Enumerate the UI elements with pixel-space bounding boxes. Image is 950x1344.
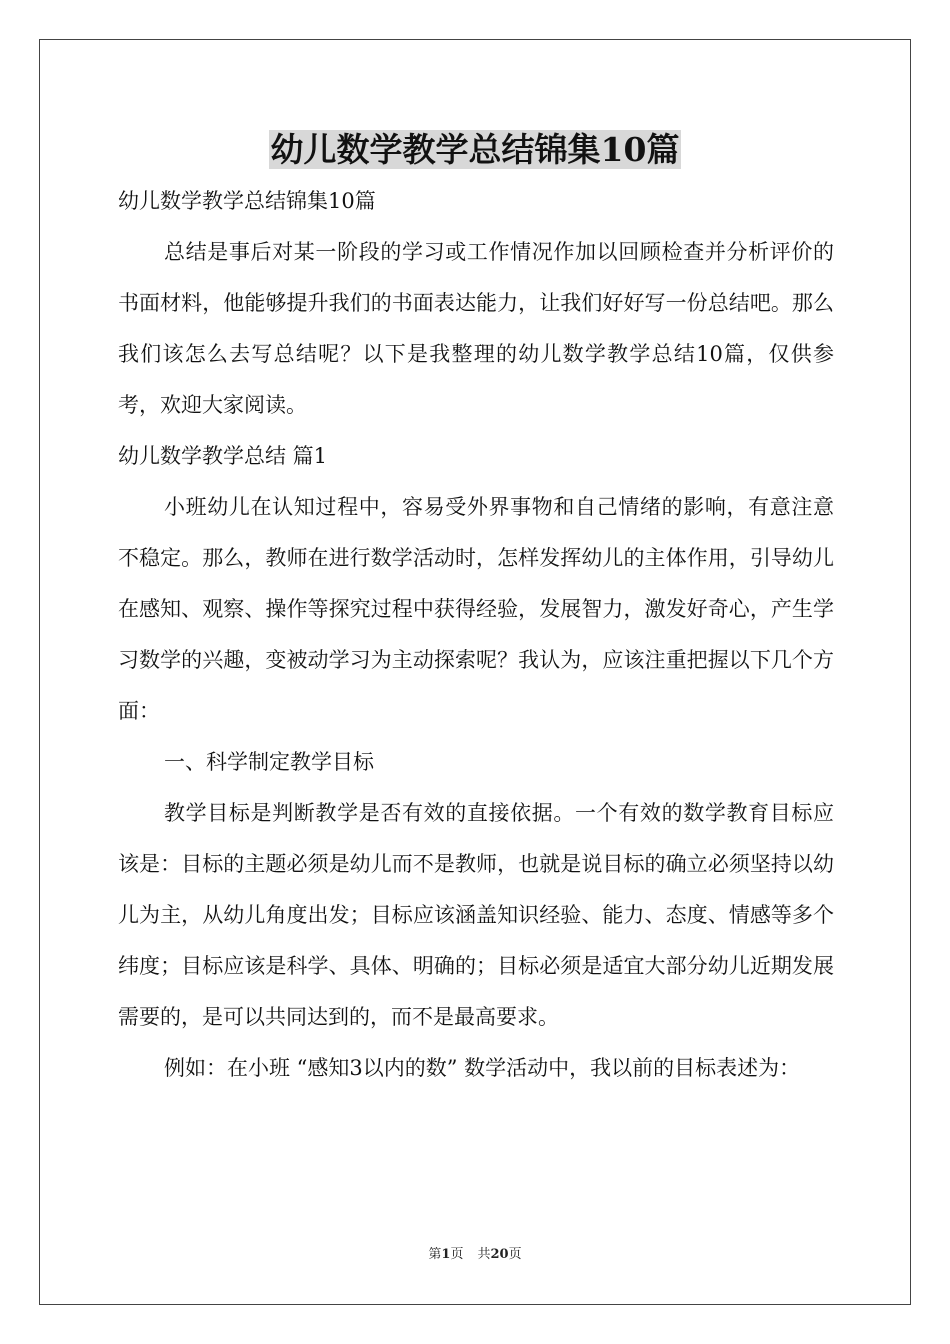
body-paragraph-3: 例如：在小班 “感知3以内的数” 数学活动中，我以前的目标表述为： — [164, 1056, 801, 1080]
page-footer — [0, 1243, 950, 1262]
total-prefix: 共 — [477, 1247, 491, 1262]
intro-paragraph: 总结是事后对某一阶段的学习或工作情况作加以回顾检查并分析评价的书面材料，他能够提升我们的书面表达能力，让我们好好写一份总结吧。那么我们该怎么去写总结呢？以下是我整理的幼儿数学教学总结10篇，仅供参考，欢迎大家阅读。 — [118, 240, 834, 417]
subheading-1: 一、科学制定教学目标 — [164, 750, 374, 774]
page-number: 1 — [441, 1247, 451, 1262]
page-suffix: 页 — [450, 1247, 464, 1262]
section-heading: 幼儿数学教学总结 篇1 — [118, 444, 328, 468]
document-title: 幼儿数学教学总结锦集10篇 — [270, 130, 680, 169]
document-subtitle: 幼儿数学教学总结锦集10篇 — [118, 189, 376, 213]
total-pages: 20 — [490, 1247, 509, 1262]
total-suffix: 页 — [508, 1247, 522, 1262]
document-body — [118, 176, 834, 1094]
body-paragraph-2: 教学目标是判断教学是否有效的直接依据。一个有效的数学教育目标应该是：目标的主题必须是幼儿而不是教师，也就是说目标的确立必须坚持以幼儿为主，从幼儿角度出发；目标应该涵盖知识经验、能力、态度、情感等多个纬度；目标应该是科学、具体、明确的；目标必须是适宜大部分幼儿近期发展需要的，是可以共同达到的，而不是最高要求。 — [118, 801, 834, 1029]
body-paragraph-1: 小班幼儿在认知过程中，容易受外界事物和自己情绪的影响，有意注意不稳定。那么，教师在进行数学活动时，怎样发挥幼儿的主体作用，引导幼儿在感知、观察、操作等探究过程中获得经验，发展智力，激发好奇心，产生学习数学的兴趣，变被动学习为主动探索呢？我认为，应该注重把握以下几个方面： — [118, 495, 834, 723]
page-prefix: 第 — [428, 1247, 442, 1262]
